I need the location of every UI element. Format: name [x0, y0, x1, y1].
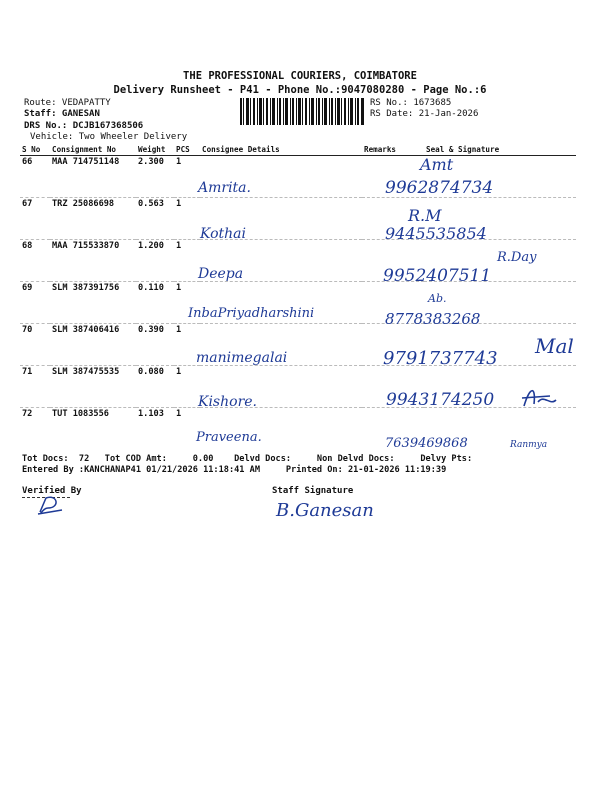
- row-pcs: 1: [176, 283, 182, 293]
- table-row: [20, 408, 576, 450]
- receiver-signature: Ranmya: [510, 440, 548, 450]
- receiver-signature: Ab.: [428, 292, 447, 305]
- consignee-name-handwritten: Amrita.: [198, 180, 251, 196]
- staff-label: Staff: GANESAN: [24, 109, 100, 119]
- col-consignment: Consignment No: [50, 144, 136, 156]
- consignee-phone-handwritten: 9445535854: [385, 224, 487, 243]
- row-consignment: MAA 714751148: [52, 157, 120, 167]
- table-row: [20, 240, 576, 282]
- row-sno: 69: [22, 283, 33, 293]
- staff-signature-handwritten: B.Ganesan: [276, 500, 374, 521]
- row-consignment: SLM 387475535: [52, 367, 120, 377]
- barcode-image: [240, 98, 364, 125]
- row-pcs: 1: [176, 409, 182, 419]
- route-label: Route: VEDAPATTY: [24, 98, 111, 108]
- row-weight: 1.200: [138, 241, 164, 251]
- row-sno: 68: [22, 241, 33, 251]
- row-weight: 1.103: [138, 409, 164, 419]
- verifier-initial-scribble: [36, 494, 66, 516]
- row-weight: 0.390: [138, 325, 164, 335]
- consignee-phone-handwritten: 9962874734: [385, 178, 494, 198]
- verified-by-label: Verified By: [22, 486, 82, 496]
- consignee-name-handwritten: Deepa: [198, 266, 244, 282]
- row-sno: 70: [22, 325, 33, 335]
- row-consignment: MAA 715533870: [52, 241, 120, 251]
- staff-signature-label: Staff Signature: [272, 486, 354, 496]
- col-pcs: PCS: [174, 144, 200, 156]
- consignee-name-handwritten: Praveena.: [196, 430, 262, 445]
- row-weight: 0.080: [138, 367, 164, 377]
- row-pcs: 1: [176, 241, 182, 251]
- table-header-row: [20, 144, 576, 156]
- consignee-name-handwritten: Kothai: [200, 226, 246, 242]
- row-consignment: TUT 1083556: [52, 409, 109, 419]
- consignee-phone-handwritten: 9952407511: [383, 266, 492, 286]
- runsheet-subtitle: Delivery Runsheet - P41 - Phone No.:9047080280 - Page No.:6: [113, 84, 487, 96]
- col-sno: S No: [20, 144, 50, 156]
- col-seal-signature: Seal & Signature: [424, 144, 576, 156]
- consignee-phone-handwritten: 9791737743: [383, 348, 498, 369]
- row-pcs: 1: [176, 157, 182, 167]
- footer-totals: Tot Docs: 72 Tot COD Amt: 0.00 Delvd Docs: Non Delvd Docs: Delvy Pts:: [22, 454, 473, 464]
- row-weight: 0.110: [138, 283, 164, 293]
- table-row: [20, 198, 576, 240]
- row-sno: 67: [22, 199, 33, 209]
- row-weight: 2.300: [138, 157, 164, 167]
- consignee-phone-handwritten: 7639469868: [385, 436, 468, 451]
- consignee-name-handwritten: Kishore.: [198, 394, 257, 410]
- col-remarks: Remarks: [362, 144, 424, 156]
- consignee-name-handwritten: InbaPriyadharshini: [188, 306, 315, 321]
- col-weight: Weight: [136, 144, 174, 156]
- receiver-signature-scribble: [520, 384, 558, 412]
- footer-entered-printed: Entered By :KANCHANAP41 01/21/2026 11:18:41 AM Printed On: 21-01-2026 11:19:39: [22, 465, 447, 475]
- rs-date: RS Date: 21-Jan-2026: [370, 109, 479, 119]
- row-pcs: 1: [176, 367, 182, 377]
- row-weight: 0.563: [138, 199, 164, 209]
- row-consignment: SLM 387406416: [52, 325, 120, 335]
- receiver-signature: Mal: [535, 334, 574, 358]
- vehicle-label: Vehicle: Two Wheeler Delivery: [30, 132, 188, 142]
- row-consignment: TRZ 25086698: [52, 199, 115, 209]
- consignee-name-handwritten: manimegalai: [196, 350, 288, 366]
- row-sno: 66: [22, 157, 33, 167]
- receiver-signature: R.Day: [497, 250, 537, 265]
- rs-number: RS No.: 1673685: [370, 98, 452, 108]
- col-consignee: Consignee Details: [200, 144, 362, 156]
- company-title: THE PROFESSIONAL COURIERS, COIMBATORE: [183, 70, 417, 82]
- receiver-signature: R.M: [408, 206, 442, 225]
- row-pcs: 1: [176, 325, 182, 335]
- receiver-signature: Amt: [420, 155, 454, 174]
- row-sno: 71: [22, 367, 33, 377]
- row-consignment: SLM 387391756: [52, 283, 120, 293]
- drs-number: DRS No.: DCJB167368506: [24, 121, 144, 131]
- row-sno: 72: [22, 409, 33, 419]
- consignee-phone-handwritten: 8778383268: [385, 310, 481, 328]
- consignee-phone-handwritten: 9943174250: [386, 390, 495, 410]
- row-pcs: 1: [176, 199, 182, 209]
